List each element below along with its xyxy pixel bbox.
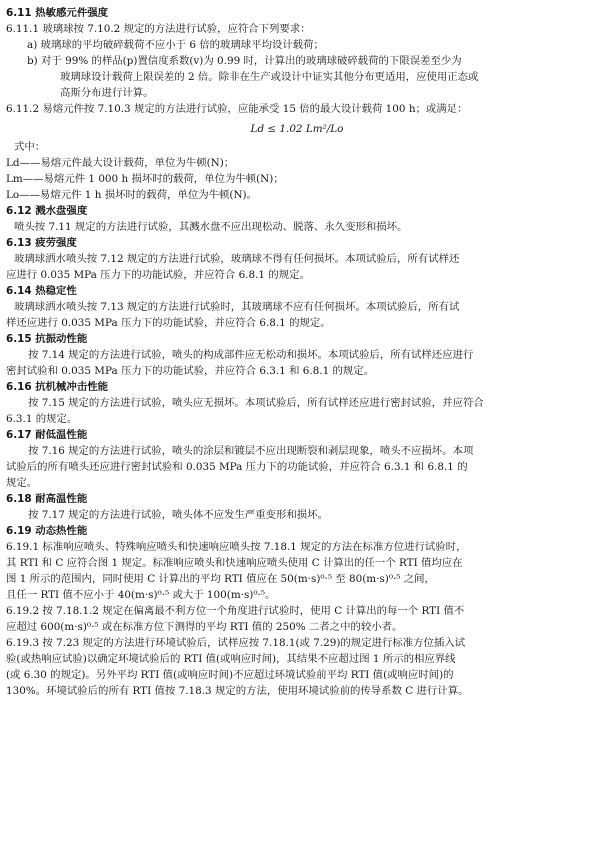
section-heading: 6.17 耐低温性能 — [6, 429, 88, 441]
formula: Ld ≤ 1.02 Lm²/Lo — [250, 123, 344, 135]
section-heading: 6.13 疲劳强度 — [6, 237, 77, 249]
text-line: Ld——易熔元件最大设计载荷，单位为牛顿(N)； — [6, 157, 235, 169]
text-line: 玻璃球洒水喷头按 7.12 规定的方法进行试验，玻璃球不得有任何损坏。本项试验后，所有试样还 — [14, 253, 460, 265]
text-line: 按 7.17 规定的方法进行试验，喷头体不应发生严重变形和损坏。 — [28, 509, 328, 521]
text-line: 且任一 RTI 值不应小于 40(m·s)⁰·⁵ 或大于 100(m·s)⁰·⁵。 — [6, 589, 276, 601]
text-line: b) 对于 99% 的样品(p)置信度系数(v)为 0.99 时，计算出的玻璃球破碎载荷的下限误差至少为 — [27, 55, 462, 67]
text-line: 验(或热响应试验)以确定环境试验后的 RTI 值(或响应时间)，其结果不应超过图 1 所示的相应界线 — [6, 653, 456, 665]
text-line: 式中： — [14, 141, 46, 153]
text-line: 玻璃球洒水喷头按 7.13 规定的方法进行试验时，其玻璃球不应有任何损坏。本项试验后，所有试 — [14, 301, 460, 313]
section-heading: 6.12 溅水盘强度 — [6, 205, 88, 217]
text-line: 喷头按 7.11 规定的方法进行试验，其溅水盘不应出现松动、脱落、永久变形和损坏。 — [14, 221, 408, 233]
text-line: 6.19.2 按 7.18.1.2 规定在偏离最不利方位一个角度进行试验时，使用 C 计算出的每一个 RTI 值不 — [6, 605, 465, 617]
text-line: 其 RTI 和 C 应符合图 1 规定。标准响应喷头和快速响应喷头使用 C 计算出的任一个 RTI 值均应在 — [6, 557, 463, 569]
text-line: 图 1 所示的范围内，同时使用 C 计算出的平均 RTI 值应在 50(m·s)⁰·⁵ 至 80(m·s)⁰·⁵ 之间， — [6, 573, 435, 585]
section-heading: 6.14 热稳定性 — [6, 285, 77, 297]
text-line: 6.11.2 易熔元件按 7.10.3 规定的方法进行试验，应能承受 15 倍的最大设计载荷 100 h；或满足： — [6, 103, 468, 115]
text-line: a) 玻璃球的平均破碎载荷不应小于 6 倍的玻璃球平均设计载荷； — [27, 39, 324, 51]
section-heading: 6.18 耐高温性能 — [6, 493, 88, 505]
text-line: 按 7.15 规定的方法进行试验，喷头应无损坏。本项试验后，所有试样还应进行密封试验，并应符合 — [28, 397, 484, 409]
text-line: 按 7.16 规定的方法进行试验，喷头的涂层和镀层不应出现断裂和剥层现象，喷头不应损坏。本项 — [28, 445, 474, 457]
section-heading: 6.15 抗振动性能 — [6, 333, 88, 345]
text-line: 应超过 600(m·s)⁰·⁵ 或在标准方位下测得的平均 RTI 值的 250% 二者之中的较小者。 — [6, 621, 403, 633]
text-line: 规定。 — [6, 477, 38, 489]
text-line: 6.19.3 按 7.23 规定的方法进行环境试验后，试样应按 7.18.1(或 7.29)的规定进行标准方位插入试 — [6, 637, 466, 649]
text-line: 按 7.14 规定的方法进行试验，喷头的构成部件应无松动和损坏。本项试验后，所有试样还应进行 — [28, 349, 474, 361]
section-heading: 6.16 抗机械冲击性能 — [6, 381, 108, 393]
text-line: 密封试验和 0.035 MPa 压力下的功能试验，并应符合 6.3.1 和 6.8.1 的规定。 — [6, 365, 375, 377]
text-line: Lo——易熔元件 1 h 损坏时的载荷，单位为牛顿(N)。 — [6, 189, 257, 201]
text-line: 6.11.1 玻璃球按 7.10.2 规定的方法进行试验，应符合下列要求： — [6, 23, 311, 35]
text-line: 应进行 0.035 MPa 压力下的功能试验，并应符合 6.8.1 的规定。 — [6, 269, 310, 281]
text-line: 6.3.1 的规定。 — [6, 413, 78, 425]
text-line: Lm——易熔元件 1 000 h 损坏时的载荷，单位为牛顿(N)； — [6, 173, 284, 185]
section-heading: 6.11 热敏感元件强度 — [6, 7, 108, 19]
text-line: 试验后的所有喷头还应进行密封试验和 0.035 MPa 压力下的功能试验，并应符合 6.3.1 和 6.8.1 的 — [6, 461, 468, 473]
text-line: 130%。环境试验后的所有 RTI 值按 7.18.3 规定的方法，使用环境试验前的传导系数 C 进行计算。 — [6, 685, 469, 697]
text-line: 6.19.1 标准响应喷头、特殊响应喷头和快速响应喷头按 7.18.1 规定的方法在标准方位进行试验时， — [6, 541, 467, 553]
text-line: (或 6.30 的规定)。另外平均 RTI 值(或响应时间)不应超过环境试验前平均 RTI 值(或响应时间)的 — [6, 669, 454, 681]
section-heading: 6.19 动态热性能 — [6, 525, 88, 537]
text-line: 玻璃球设计载荷上限误差的 2 倍。除非在生产或设计中证实其他分布更适用，应使用正态或 — [60, 71, 479, 83]
text-line: 样还应进行 0.035 MPa 压力下的功能试验，并应符合 6.8.1 的规定。 — [6, 317, 331, 329]
text-line: 高斯分布进行计算。 — [60, 87, 154, 99]
